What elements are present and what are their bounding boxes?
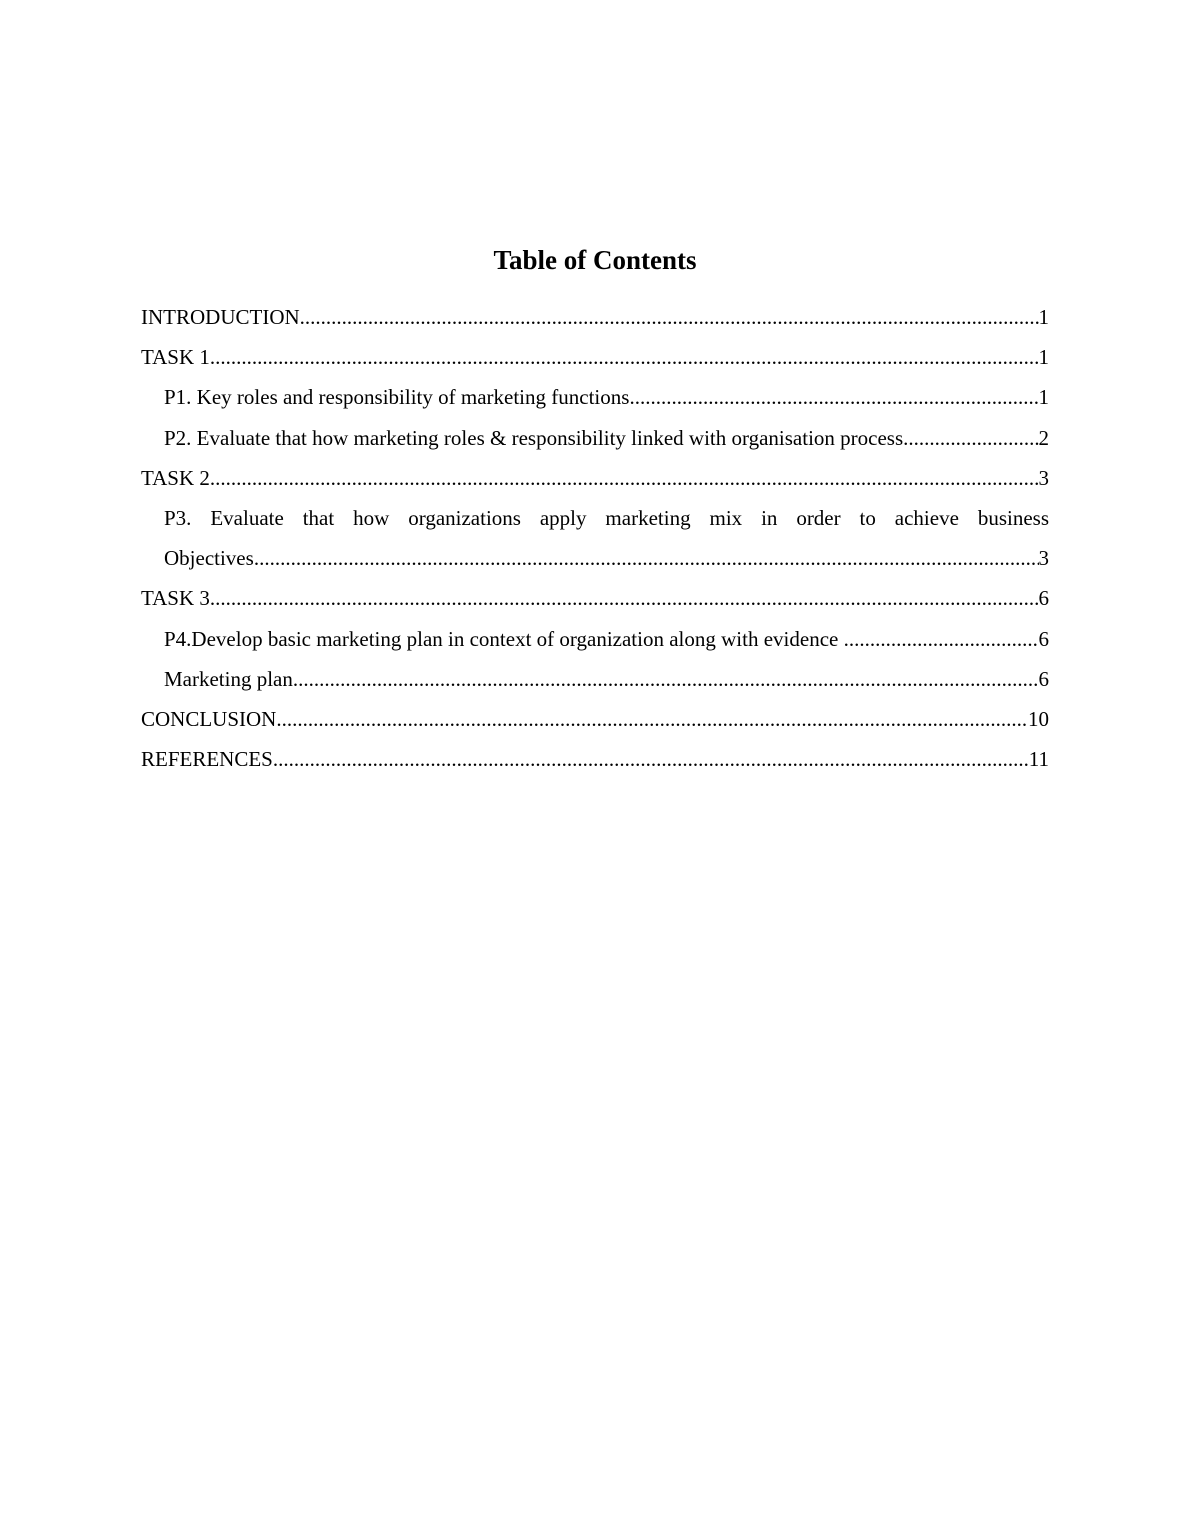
toc-entry-references[interactable] bbox=[141, 739, 1049, 779]
toc-entry-task-2[interactable] bbox=[141, 458, 1049, 498]
toc-leader-dots bbox=[629, 377, 1038, 417]
toc-entry-label: CONCLUSION bbox=[141, 706, 277, 731]
toc-leader-dots bbox=[293, 659, 1039, 699]
toc-leader-dots bbox=[903, 418, 1038, 458]
toc-entry-p2[interactable] bbox=[141, 418, 1049, 458]
toc-entry-page: 6 bbox=[1038, 666, 1049, 691]
toc-entry-label: TASK 2 bbox=[141, 465, 210, 490]
toc-entry-label-line1: P3. Evaluate that how organizations apply marketing mix in order to achieve business bbox=[164, 505, 1049, 530]
toc-entry-marketing-plan[interactable] bbox=[141, 659, 1049, 699]
toc-leader-dots bbox=[254, 538, 1039, 578]
toc-entry-label: P4.Develop basic marketing plan in context of organization along with evidence bbox=[164, 626, 844, 651]
toc-entry-page: 3 bbox=[1038, 465, 1049, 490]
toc-entry-label: P2. Evaluate that how marketing roles & responsibility linked with organisation process bbox=[164, 425, 904, 450]
toc-entry-label: P1. Key roles and responsibility of marketing functions bbox=[164, 385, 630, 410]
toc-entry-page: 1 bbox=[1038, 305, 1049, 329]
toc-entry-page: 1 bbox=[1038, 385, 1049, 410]
toc-entry-task-1[interactable] bbox=[141, 337, 1049, 377]
toc-entry-label: REFERENCES bbox=[141, 747, 273, 772]
toc-entry-label: INTRODUCTION bbox=[141, 305, 300, 329]
toc-entry-task-3[interactable] bbox=[141, 578, 1049, 618]
toc-entry-label: TASK 3 bbox=[141, 586, 210, 611]
toc-leader-dots bbox=[844, 619, 1039, 659]
toc-leader-dots bbox=[210, 578, 1039, 618]
toc-leader-dots bbox=[273, 739, 1029, 779]
toc-entry-p1[interactable] bbox=[141, 377, 1049, 417]
toc-entry-page: 6 bbox=[1038, 626, 1049, 651]
toc-entry-p3[interactable] bbox=[141, 498, 1049, 578]
toc-entry-label: TASK 1 bbox=[141, 345, 210, 370]
toc-entry-label-line2: Objectives bbox=[164, 546, 254, 571]
table-of-contents bbox=[141, 297, 1049, 779]
toc-leader-dots bbox=[300, 297, 1039, 337]
toc-leader-dots bbox=[210, 337, 1039, 377]
toc-leader-dots bbox=[210, 458, 1039, 498]
toc-entry-line2 bbox=[141, 538, 1049, 578]
toc-entry-page: 1 bbox=[1038, 345, 1049, 370]
toc-entry-page: 11 bbox=[1028, 747, 1049, 772]
toc-entry-label: Marketing plan bbox=[164, 666, 293, 691]
toc-entry-page: 6 bbox=[1038, 586, 1049, 611]
toc-entry-page: 2 bbox=[1038, 425, 1049, 450]
toc-entry-page: 10 bbox=[1028, 706, 1049, 731]
toc-entry-conclusion[interactable] bbox=[141, 699, 1049, 739]
toc-entry-introduction[interactable] bbox=[141, 297, 1049, 337]
toc-entry-p4[interactable] bbox=[141, 619, 1049, 659]
toc-leader-dots bbox=[276, 699, 1028, 739]
toc-entry-page: 3 bbox=[1038, 546, 1049, 571]
toc-title: Table of Contents bbox=[493, 245, 697, 275]
